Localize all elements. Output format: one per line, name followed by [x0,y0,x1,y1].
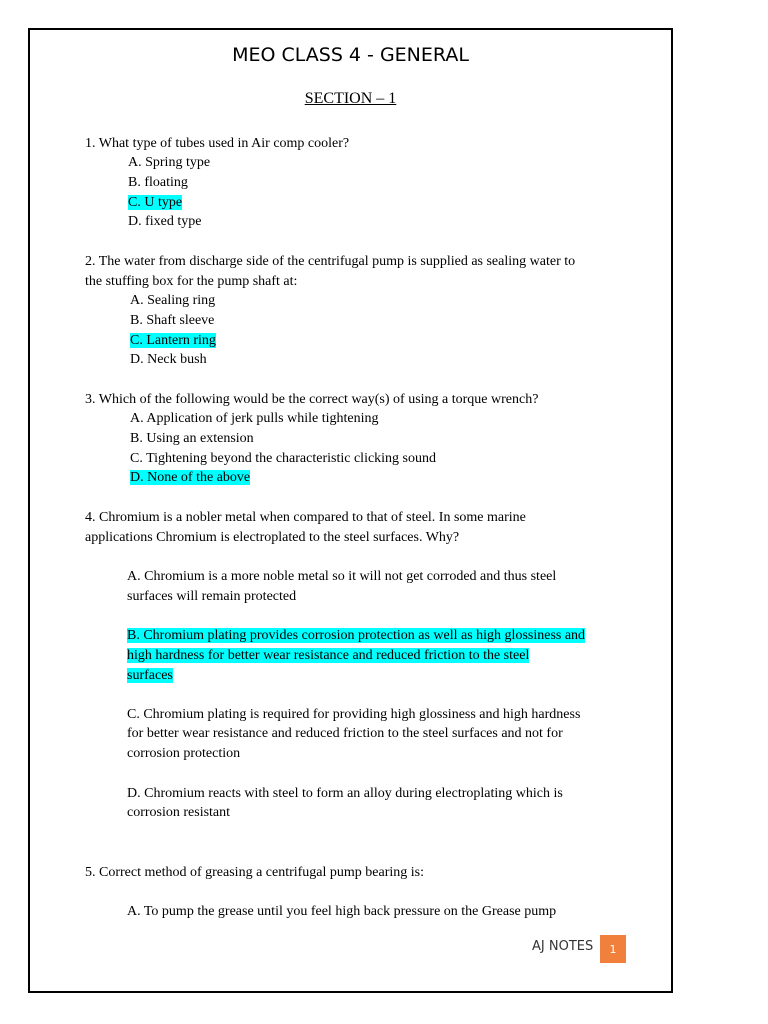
page-title: MEO CLASS 4 - GENERAL [232,44,469,66]
footer-label: AJ NOTES [532,939,594,954]
question-4-option-b-correct-line-1: B. Chromium plating provides corrosion protection as well as high glossiness and [127,628,586,643]
question-1-option-d: D. fixed type [128,214,202,229]
question-2-option-d: D. Neck bush [130,352,207,367]
question-3-option-d-correct: D. None of the above [130,470,251,485]
question-5-prompt: 5. Correct method of greasing a centrifugal pump bearing is: [85,865,425,880]
question-4-option-d-line-2: corrosion resistant [127,805,231,820]
question-3-option-a: A. Application of jerk pulls while tightening [130,411,379,426]
question-1-option-c-correct: C. U type [128,195,183,210]
question-4-option-c-line-2: for better wear resistance and reduced friction to the steel surfaces and not for [127,726,563,741]
question-2-option-c-correct: C. Lantern ring [130,333,216,348]
document-page [28,28,673,993]
question-4-option-a-line-2: surfaces will remain protected [127,589,297,604]
question-4-option-c-line-1: C. Chromium plating is required for providing high glossiness and high hardness [127,707,581,722]
question-4-option-b-correct-line-3: surfaces [127,668,173,683]
question-4-option-d-line-1: D. Chromium reacts with steel to form an alloy during electroplating which is [127,786,563,801]
question-5-option-a: A. To pump the grease until you feel high back pressure on the Grease pump [127,904,557,919]
question-1-prompt: 1. What type of tubes used in Air comp cooler? [85,136,350,151]
question-4-prompt-line-2: applications Chromium is electroplated to the steel surfaces. Why? [85,530,460,545]
page-number-badge: 1 [600,935,626,963]
question-3-prompt: 3. Which of the following would be the correct way(s) of using a torque wrench? [85,392,539,407]
question-1-option-b: B. floating [128,175,188,190]
question-2-prompt-line-2: the stuffing box for the pump shaft at: [85,274,298,289]
question-2-option-a: A. Sealing ring [130,293,216,308]
question-2-prompt-line-1: 2. The water from discharge side of the centrifugal pump is supplied as sealing water to [85,254,576,269]
question-4-option-a-line-1: A. Chromium is a more noble metal so it will not get corroded and thus steel [127,569,557,584]
question-1-option-a: A. Spring type [128,155,211,170]
question-3-option-b: B. Using an extension [130,431,254,446]
question-4-prompt-line-1: 4. Chromium is a nobler metal when compared to that of steel. In some marine [85,510,526,525]
question-3-option-c: C. Tightening beyond the characteristic clicking sound [130,451,437,466]
question-2-option-b: B. Shaft sleeve [130,313,215,328]
section-heading: SECTION – 1 [304,90,397,107]
question-4-option-b-correct-line-2: high hardness for better wear resistance and reduced friction to the steel [127,648,530,663]
question-4-option-c-line-3: corrosion protection [127,746,241,761]
